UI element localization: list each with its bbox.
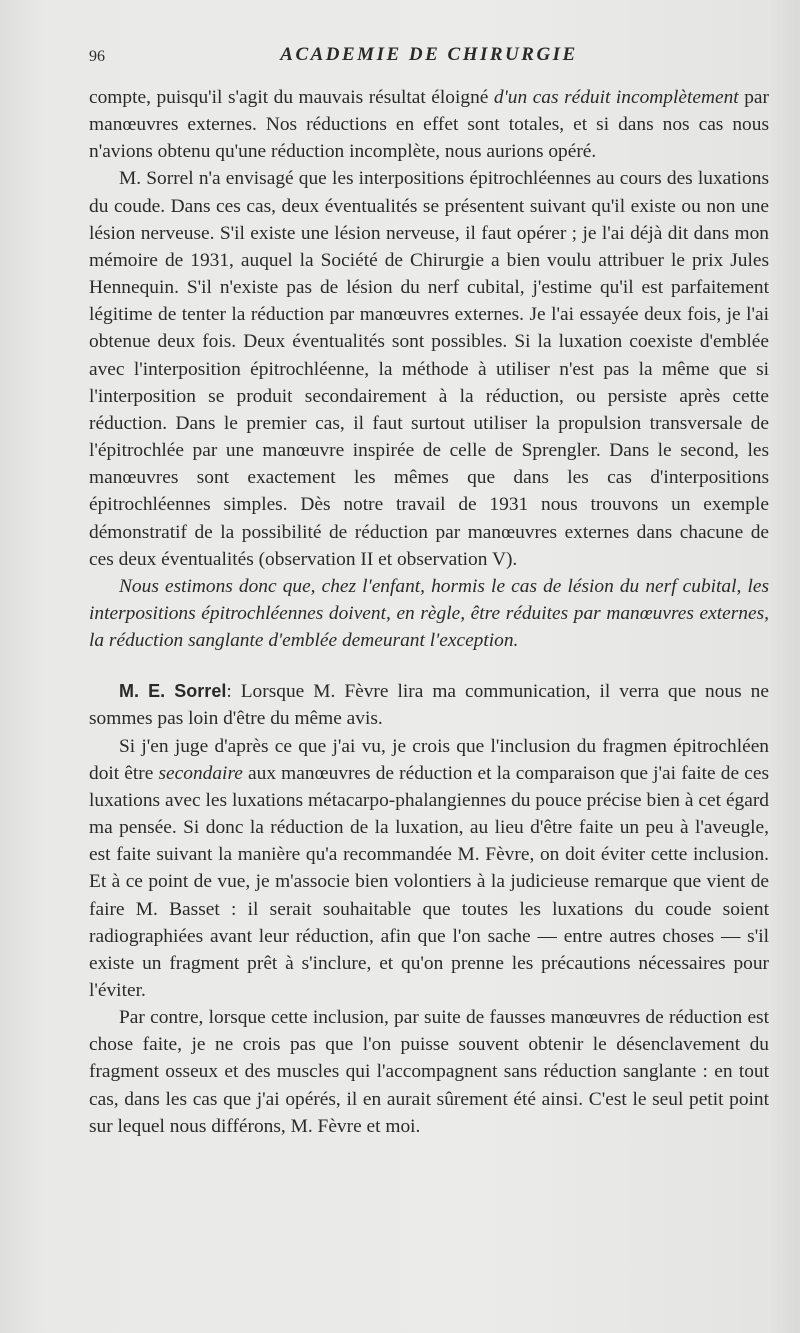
paragraph-conclusion: Nous estimons donc que, chez l'enfant, hormis le cas de lésion du nerf cubital, les interpositions épitrochléennes doivent, en règle, être réduites par manœuvres externes, la réduction sanglante d'emblée demeurant l'exception. bbox=[89, 575, 769, 652]
italic-run: secondaire bbox=[158, 762, 243, 784]
text-run: compte, puisqu'il s'agit du mauvais résultat éloigné bbox=[89, 87, 494, 108]
text-run: : Lorsque M. Fèvre lira ma communication, il verra que nous ne sommes pas loin d'être du même avis. bbox=[89, 681, 769, 730]
paragraph-closing: Par contre, lorsque cette inclusion, par suite de fausses manœuvres de réduction est chose faite, je ne crois pas que l'on puisse souvent obtenir le désenclavement du fragment osseux et des muscles qui l'accompagnent sans réduction sanglante : en tout cas, dans les cas que j'ai opérés, il en aurait sûrement été ainsi. C'est le seul petit point sur lequel nous différons, M. Fèvre et moi. bbox=[89, 1007, 769, 1137]
body-text bbox=[89, 84, 769, 1140]
text-run: aux manœuvres de réduction et la comparaison que j'ai faite de ces luxations avec les luxations métacarpo-phalangiennes du pouce précise bien à cet égard ma pensée. Si donc la réduction de la luxation, au lieu d'être faite un peu à l'aveugle, est faite suivant la manière qu'a recommandée M. Fèvre, on doit éviter cette inclusion. Et à ce point de vue, je m'associe bien volontiers à la judicieuse remarque que vient de faire M. Basset : il serait souhaitable que toutes les luxations du coude soient radiographiées avant leur réduction, afin que l'on sache — entre autres choses — s'il existe un fragment prêt à s'inclure, et qu'on prenne les précautions nécessaires pour l'éviter. bbox=[89, 762, 769, 1001]
text-run: par manœuvres externes. Nos réductions en effet sont totales, et si dans nos cas nous n'avions obtenu qu'une réduction incomplète, nous aurions opéré. bbox=[89, 87, 769, 163]
paragraph-sorrel-reply bbox=[89, 678, 769, 732]
text-run: Si j'en juge d'après ce que j'ai vu, je crois que l'inclusion du fragmen épitrochléen doit être bbox=[89, 735, 769, 784]
page-number: 96 bbox=[89, 48, 105, 65]
running-title: ACADEMIE DE CHIRURGIE bbox=[280, 44, 578, 65]
paragraph-continuation bbox=[89, 84, 769, 165]
page-header bbox=[89, 44, 769, 74]
speaker-name: M. E. Sorrel bbox=[119, 681, 227, 702]
paragraph-inclusion bbox=[89, 733, 769, 1005]
italic-run: d'un cas réduit incomplètement bbox=[493, 87, 739, 108]
paragraph-interpositions: M. Sorrel n'a envisagé que les interpositions épitrochléennes au cours des luxations du coude. Dans ces cas, deux éventualités se présentent suivant qu'il existe ou non une lésion nerveuse. S'il existe une lésion nerveuse, il faut opérer ; je l'ai déjà dit dans mon mémoire de 1931, auquel la Société de Chirurgie a bien voulu attribuer le prix Jules Hennequin. S'il n'existe pas de lésion du nerf cubital, j'estime qu'il est parfaitement légitime de tenter la réduction par manœuvres externes. Je l'ai essayée deux fois, je l'ai obtenue deux fois. Deux éventualités sont possibles. Si la luxation coexiste d'emblée avec l'interposition épitrochléenne, la méthode à utiliser n'est pas la même que si l'interposition se produit secondairement à la réduction, ou persiste après cette réduction. Dans le premier cas, il faut surtout utiliser la propulsion transversale de l'épitrochlée par une manœuvre inspirée de celle de Sprengler. Dans le second, les manœuvres sont exactement les mêmes que dans les cas d'interpositions épitrochléennes simples. Dès notre travail de 1931 nous trouvons un exemple démonstratif de la possibilité de réduction par manœuvres externes dans chacune de ces deux éventualités (observation II et observation V). bbox=[89, 168, 769, 570]
